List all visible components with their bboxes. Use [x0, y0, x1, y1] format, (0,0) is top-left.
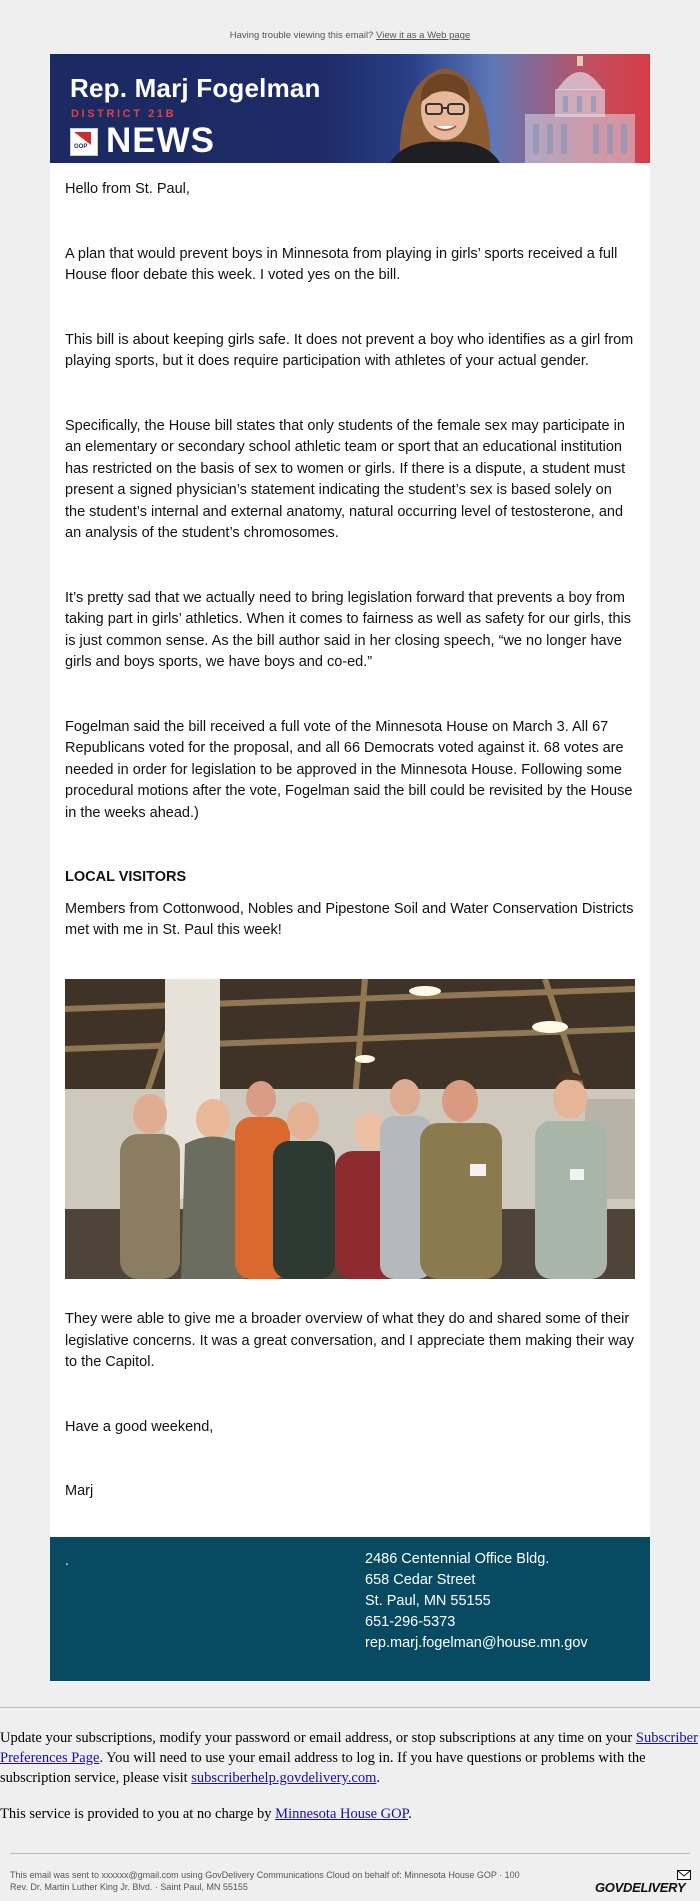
signature: Marj: [65, 1483, 94, 1499]
greeting: Hello from St. Paul,: [65, 181, 190, 197]
subscriber-preferences-link[interactable]: Subscriber Preferences Page: [0, 1730, 698, 1766]
web-view-prefix: Having trouble viewing this email?: [229, 30, 374, 41]
capitol-building-image: [505, 54, 650, 163]
minnesota-house-gop-link[interactable]: Minnesota House GOP: [275, 1806, 409, 1822]
gop-logo-text: GOP: [74, 144, 88, 150]
legal-text: .: [408, 1806, 412, 1822]
legal-text: .: [376, 1770, 380, 1786]
govdelivery-logo[interactable]: [595, 1870, 695, 1900]
office-address: [365, 1549, 588, 1654]
govdelivery-wordmark: GOVDELIVERY: [595, 1880, 686, 1895]
banner-news: NEWS: [106, 121, 215, 160]
legal-text: Update your subscriptions, modify your password or email address, or stop subscriptions at any time on your: [0, 1730, 636, 1746]
section-heading: LOCAL VISITORS: [65, 869, 187, 885]
fine-print-line: Rev. Dr. Martin Luther King Jr. Blvd. · Saint Paul, MN 55155: [10, 1882, 248, 1892]
banner-rep-name: Rep. Marj Fogelman: [70, 73, 321, 103]
visitors-group-photo: [65, 979, 635, 1279]
email-address[interactable]: rep.marj.fogelman@house.mn.gov: [365, 1635, 588, 1651]
fine-print-line: This email was sent to xxxxxx@gmail.com using GovDelivery Communications Cloud on behalf of: Minnesota House GOP · 100: [10, 1870, 520, 1880]
email-body: [65, 179, 635, 942]
address-line: St. Paul, MN 55155: [365, 1593, 491, 1609]
phone-number: 651-296-5373: [365, 1614, 456, 1630]
legal-text: This service is provided to you at no charge by: [0, 1806, 276, 1822]
subscriber-help-link[interactable]: subscriberhelp.govdelivery.com: [191, 1770, 377, 1786]
body-paragraph: It’s pretty sad that we actually need to bring legislation forward that prevents a boy from taking part in girls’ athletics. When it comes to fairness as well as safety for our girls, this is just common sense. As the bill author said in her closing speech, “we no longer have girls and boys sports, we have boys and co-ed.”: [65, 589, 631, 670]
email-body-continued: [65, 1309, 635, 1503]
service-paragraph: [0, 1804, 700, 1824]
footer-dot: .: [65, 1552, 69, 1568]
visitors-paragraph: Members from Cottonwood, Nobles and Pipestone Soil and Water Conservation Districts met with me in St. Paul this week!: [65, 900, 634, 938]
divider: [10, 1853, 690, 1854]
divider: [0, 1707, 700, 1708]
body-paragraph: Fogelman said the bill received a full vote of the Minnesota House on March 3. All 67 Republicans voted for the proposal, and all 66 Democrats voted against it. 68 votes are needed in order for legislation to be approved in the Minnesota House. Following some procedural motions after the vote, Fogelman said the bill could be revisited by the House in the weeks ahead.): [65, 718, 633, 821]
subscription-legal: [0, 1728, 700, 1840]
sender-fine-print: [10, 1869, 590, 1893]
contact-footer: [50, 1537, 650, 1681]
body-paragraph: A plan that would prevent boys in Minnesota from playing in girls’ sports received a full House floor debate this week. I voted yes on the bill.: [65, 245, 618, 283]
newsletter-banner: [50, 54, 650, 163]
closing-line: Have a good weekend,: [65, 1418, 214, 1435]
after-photo-paragraph: They were able to give me a broader overview of what they do and shared some of their legislative concerns. It was a great conversation, and I appreciate them making their way to the Capitol.: [65, 1311, 635, 1370]
address-line: 658 Cedar Street: [365, 1572, 476, 1588]
web-view-notice: [0, 30, 700, 41]
email-card: [50, 54, 650, 1681]
body-paragraph: Specifically, the House bill states that only students of the female sex may participate in an elementary or secondary school athletic team or sport that an educational institution has restricted on the basis of sex to women or girls. If there is a dispute, a student must present a signed physician’s statement indicating the student’s sex is based solely on the student’s internal and external anatomy, natural occurring level of testosterone, and an analysis of the student’s chromosomes.: [65, 417, 626, 541]
envelope-icon: [677, 1870, 691, 1880]
subscription-paragraph: [0, 1728, 700, 1788]
banner-district: DISTRICT 21B: [71, 108, 177, 120]
address-line: 2486 Centennial Office Bldg.: [365, 1551, 550, 1567]
body-paragraph: This bill is about keeping girls safe. It does not prevent a boy who identifies as a girl from playing sports, but it does require participation with athletes of your actual gender.: [65, 331, 634, 369]
web-view-link[interactable]: View it as a Web page: [376, 30, 471, 41]
gop-logo-icon: [70, 128, 98, 156]
legal-text: . You will need to use your email address to log in. If you have questions or problems with the subscription service, please visit: [0, 1750, 646, 1786]
representative-portrait: [380, 54, 510, 163]
